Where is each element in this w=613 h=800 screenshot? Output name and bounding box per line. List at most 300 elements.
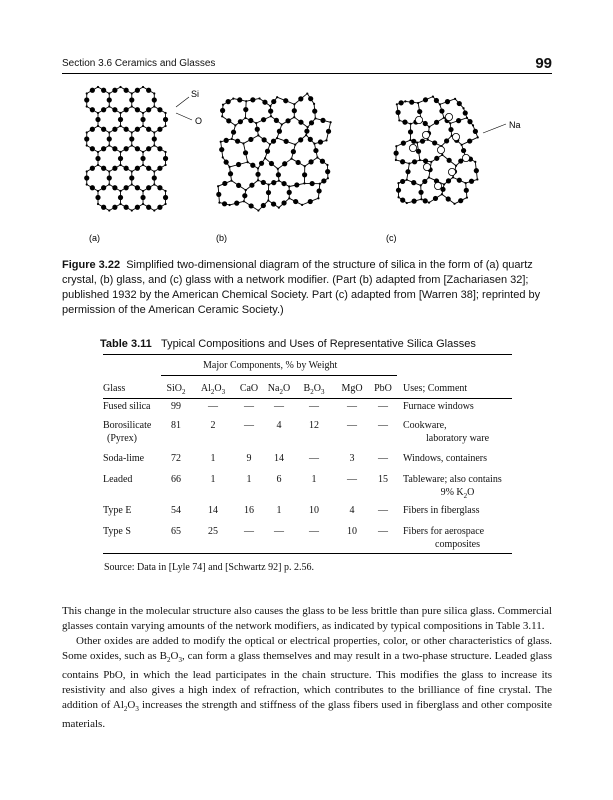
oxygen-atom [255, 127, 260, 132]
sodium-ion [434, 182, 441, 189]
oxygen-atom [310, 181, 315, 186]
oxygen-atom [129, 175, 134, 180]
oxygen-atom [320, 118, 325, 123]
silicon-atom [228, 166, 230, 168]
oxygen-atom [107, 97, 112, 102]
oxygen-atom [219, 147, 224, 152]
oxygen-atom [255, 172, 260, 177]
oxygen-atom [236, 162, 241, 167]
silicon-atom [244, 117, 246, 119]
silicon-atom [153, 170, 155, 172]
oxygen-atom [237, 97, 242, 102]
body-text [62, 604, 552, 732]
silicon-atom [288, 197, 290, 199]
column-header: $Al_2O_3$ [200, 383, 226, 396]
silicon-atom [108, 131, 110, 133]
table-title: Typical Compositions and Uses of Representative Silica Glasses [160, 338, 476, 350]
si-leader-line [176, 97, 189, 107]
silica-structure-figure [0, 80, 613, 255]
oxygen-atom [312, 109, 317, 114]
silicon-atom [164, 125, 166, 127]
silicon-atom [288, 185, 290, 187]
table-cell: 25 [208, 526, 218, 537]
oxygen-atom [140, 156, 145, 161]
oxygen-atom [243, 150, 248, 155]
silicon-atom [293, 103, 295, 105]
oxygen-atom [140, 117, 145, 122]
sodium-ion [415, 116, 422, 123]
oxygen-atom [90, 146, 95, 151]
silicon-atom [119, 125, 121, 127]
column-header: Uses; Comment [403, 383, 468, 394]
silicon-atom [258, 97, 260, 99]
oxygen-atom [423, 198, 428, 203]
label-o: O [195, 116, 203, 126]
oxygen-atom [220, 108, 225, 113]
oxygen-atom [135, 185, 140, 190]
silicon-atom [86, 144, 88, 146]
oxygen-atom [135, 107, 140, 112]
oxygen-atom [259, 161, 264, 166]
silicon-atom [277, 168, 279, 170]
silicon-atom [218, 201, 220, 203]
oxygen-atom [112, 185, 117, 190]
oxygen-atom [457, 178, 462, 183]
o-leader-line [176, 113, 192, 120]
oxygen-atom [238, 119, 243, 124]
oxygen-atom [298, 96, 303, 101]
oxygen-atom [146, 166, 151, 171]
silicon-atom [131, 131, 133, 133]
oxygen-atom [294, 182, 299, 187]
oxygen-atom [458, 198, 463, 203]
silicon-atom [242, 142, 244, 144]
oxygen-atom [282, 161, 287, 166]
oxygen-atom [243, 107, 248, 112]
silicon-atom [313, 143, 315, 145]
silicon-atom [327, 177, 329, 179]
oxygen-atom [152, 175, 157, 180]
silicon-atom [410, 123, 412, 125]
table-cell: — [309, 401, 319, 412]
silicon-atom [264, 157, 266, 159]
oxygen-atom [277, 129, 282, 134]
oxygen-atom [434, 120, 439, 125]
oxygen-atom [101, 205, 106, 210]
silicon-atom [131, 144, 133, 146]
oxygen-atom [146, 205, 151, 210]
table-cell: — [378, 401, 388, 412]
silicon-atom [307, 126, 309, 128]
oxygen-atom [95, 117, 100, 122]
oxygen-atom [467, 138, 472, 143]
silicon-atom [395, 159, 397, 161]
oxygen-atom [448, 127, 453, 132]
oxygen-atom [90, 185, 95, 190]
oxygen-atom [124, 205, 129, 210]
silicon-atom [267, 199, 269, 201]
oxygen-atom [409, 100, 414, 105]
column-header: PbO [374, 383, 392, 394]
oxygen-atom [101, 146, 106, 151]
silicon-atom [301, 204, 303, 206]
oxygen-atom [226, 99, 231, 104]
silicon-atom [419, 159, 421, 161]
column-header: MgO [341, 383, 363, 394]
table-cell: 16 [244, 505, 254, 516]
oxygen-atom [444, 138, 449, 143]
glass-name: Leaded [103, 474, 133, 485]
oxygen-atom [236, 183, 241, 188]
silicon-atom [439, 103, 441, 105]
silicon-atom [317, 197, 319, 199]
silicon-atom [428, 176, 430, 178]
oxygen-atom [423, 97, 428, 102]
figure-caption-text: Simplified two-dimensional diagram of the structure of silica in the form of (a) quartz crystal, (b) glass, and (c) glass with a network modifier. (Part (b) adapted from [Zachariasen 32]; published 1932 by the American Chemical Society. Part (c) adapted from [Warren 38]; reprinted by permission of the American Ceramic Society.) [62, 259, 541, 316]
oxygen-atom [271, 139, 276, 144]
silicon-atom [97, 112, 99, 114]
silicon-atom [164, 190, 166, 192]
oxygen-atom [463, 110, 468, 115]
silicon-atom [119, 190, 121, 192]
oxygen-atom [293, 199, 298, 204]
silicon-atom [86, 183, 88, 185]
table-cell: 4 [276, 420, 282, 431]
table-cell: — [378, 453, 388, 464]
silicon-atom [257, 179, 259, 181]
silicon-atom [304, 165, 306, 167]
oxygen-atom [250, 163, 255, 168]
silicon-atom [86, 170, 88, 172]
oxygen-atom [234, 201, 239, 206]
oxygen-atom [95, 156, 100, 161]
silicon-atom [108, 209, 110, 211]
sodium-ion [409, 144, 416, 151]
oxygen-atom [395, 110, 400, 115]
silicon-atom [222, 156, 224, 158]
silicon-atom [97, 151, 99, 153]
oxygen-atom [129, 136, 134, 141]
silicon-atom [153, 92, 155, 94]
silicon-atom [108, 105, 110, 107]
oxygen-atom [140, 195, 145, 200]
oxygen-atom [124, 107, 129, 112]
silicon-atom [257, 209, 259, 211]
silicon-atom [142, 125, 144, 127]
oxygen-atom [157, 185, 162, 190]
silicon-atom [474, 161, 476, 163]
table-caption [100, 338, 476, 350]
table-cell: 14 [208, 505, 218, 516]
silicon-atom [230, 180, 232, 182]
use-comment: Fibers in fiberglass [403, 505, 480, 516]
silicon-atom [97, 164, 99, 166]
column-header: $Na_2O$ [267, 383, 291, 396]
group-rule [161, 375, 397, 376]
oxygen-atom [101, 127, 106, 132]
silicon-atom [397, 182, 399, 184]
silicon-atom [245, 100, 247, 102]
silicon-atom [142, 151, 144, 153]
oxygen-atom [157, 127, 162, 132]
silicon-atom [452, 176, 454, 178]
panel-label-c: (c) [386, 233, 397, 243]
oxygen-atom [408, 129, 413, 134]
oxygen-atom [281, 181, 286, 186]
label-na: Na [509, 120, 521, 130]
oxygen-atom [261, 203, 266, 208]
oxygen-atom [118, 117, 123, 122]
use-comment: Tableware; also contains [403, 474, 502, 485]
sodium-ion [448, 168, 455, 175]
figure-caption [62, 258, 552, 318]
oxygen-atom [135, 88, 140, 93]
oxygen-atom [262, 137, 267, 142]
oxygen-atom [124, 185, 129, 190]
oxygen-atom [298, 137, 303, 142]
table-cell: 1 [210, 453, 216, 464]
table-cell: 1 [210, 474, 216, 485]
oxygen-atom [84, 136, 89, 141]
silicon-atom [257, 167, 259, 169]
silicon-atom [276, 96, 278, 98]
oxygen-atom [396, 188, 401, 193]
table-cell: — [244, 420, 254, 431]
oxygen-atom [411, 199, 416, 204]
table-cell: 1 [276, 505, 282, 516]
oxygen-atom [473, 129, 478, 134]
silicon-atom [441, 154, 443, 156]
oxygen-atom [101, 88, 106, 93]
oxygen-atom [124, 146, 129, 151]
sodium-ion [423, 163, 430, 170]
oxygen-atom [284, 139, 289, 144]
silicon-atom [281, 123, 283, 125]
oxygen-atom [434, 98, 439, 103]
oxygen-atom [412, 159, 417, 164]
silicon-atom [164, 151, 166, 153]
oxygen-atom [461, 148, 466, 153]
silicon-atom [293, 116, 295, 118]
oxygen-atom [124, 127, 129, 132]
silicon-atom [416, 141, 418, 143]
oxygen-atom [292, 108, 297, 113]
group-header: Major Components, % by Weight [203, 360, 338, 371]
glass-network [216, 92, 332, 211]
table-cell: 99 [171, 401, 181, 412]
table-cell: — [347, 420, 357, 431]
oxygen-atom [265, 149, 270, 154]
silicon-atom [153, 183, 155, 185]
oxygen-atom [464, 188, 469, 193]
oxygen-atom [224, 138, 229, 143]
modified-glass-network [394, 96, 479, 205]
oxygen-atom [216, 192, 221, 197]
table-cell: 3 [349, 453, 355, 464]
oxygen-atom [326, 129, 331, 134]
silicon-atom [398, 119, 400, 121]
silicon-atom [86, 92, 88, 94]
table-cell: — [274, 526, 284, 537]
silicon-atom [404, 100, 406, 102]
oxygen-atom [266, 190, 271, 195]
oxygen-atom [107, 136, 112, 141]
column-header: $B_2O_3$ [303, 383, 325, 396]
oxygen-atom [146, 107, 151, 112]
silicon-atom [430, 161, 432, 163]
table-cell: 54 [171, 505, 181, 516]
oxygen-atom [320, 159, 325, 164]
silicon-atom [294, 143, 296, 145]
silicon-atom [319, 183, 321, 185]
silicon-atom [232, 97, 234, 99]
table-bottom-rule [103, 553, 512, 554]
quartz-crystal-lattice [84, 86, 168, 212]
silicon-atom [97, 125, 99, 127]
table-cell: 9 [246, 453, 252, 464]
oxygen-atom [124, 166, 129, 171]
oxygen-atom [163, 195, 168, 200]
silicon-atom [443, 183, 445, 185]
oxygen-atom [135, 146, 140, 151]
silicon-atom [417, 102, 419, 104]
oxygen-atom [90, 88, 95, 93]
silicon-atom [153, 105, 155, 107]
oxygen-atom [163, 156, 168, 161]
silicon-atom [306, 92, 308, 94]
oxygen-atom [242, 193, 247, 198]
silicon-atom [466, 117, 468, 119]
oxygen-atom [287, 190, 292, 195]
table-cell: 65 [171, 526, 181, 537]
silicon-atom [276, 137, 278, 139]
oxygen-atom [271, 99, 276, 104]
oxygen-atom [224, 160, 229, 165]
silicon-atom [466, 196, 468, 198]
oxygen-atom [112, 88, 117, 93]
silicon-atom [305, 134, 307, 136]
silicon-atom [408, 162, 410, 164]
sodium-ion [462, 154, 469, 161]
header-rule-line [103, 398, 512, 399]
silicon-atom [278, 180, 280, 182]
oxygen-atom [152, 136, 157, 141]
oxygen-atom [446, 178, 451, 183]
table-top-rule [103, 354, 512, 355]
oxygen-atom [101, 107, 106, 112]
silicon-atom [432, 96, 434, 98]
silicon-atom [142, 86, 144, 88]
silicon-atom [86, 105, 88, 107]
silicon-atom [461, 144, 463, 146]
table-number: Table 3.11 [100, 338, 152, 350]
silicon-atom [406, 202, 408, 204]
oxygen-atom [411, 180, 416, 185]
oxygen-atom [401, 141, 406, 146]
silicon-atom [255, 122, 257, 124]
silicon-atom [231, 138, 233, 140]
table-cell: — [378, 505, 388, 516]
silicon-atom [220, 141, 222, 143]
silicon-atom [476, 178, 478, 180]
table-cell: — [244, 401, 254, 412]
silicon-atom [465, 182, 467, 184]
oxygen-atom [296, 160, 301, 165]
figure-number: Figure 3.22 [62, 259, 121, 271]
oxygen-atom [291, 149, 296, 154]
silicon-atom [243, 200, 245, 202]
sodium-ion [422, 131, 429, 138]
oxygen-atom [276, 172, 281, 177]
silicon-atom [119, 86, 121, 88]
oxygen-atom [325, 169, 330, 174]
oxygen-atom [222, 181, 227, 186]
silicon-atom [455, 165, 457, 167]
oxygen-atom [271, 201, 276, 206]
silicon-atom [131, 105, 133, 107]
silicon-atom [228, 204, 230, 206]
oxygen-atom [249, 203, 254, 208]
silicon-atom [396, 103, 398, 105]
oxygen-atom [308, 159, 313, 164]
silicon-atom [97, 203, 99, 205]
silicon-atom [108, 92, 110, 94]
oxygen-atom [235, 139, 240, 144]
table-cell: 12 [309, 420, 319, 431]
silicon-atom [472, 124, 474, 126]
oxygen-atom [222, 201, 227, 206]
oxygen-atom [248, 137, 253, 142]
oxygen-atom [400, 179, 405, 184]
oxygen-atom [124, 88, 129, 93]
oxygen-atom [418, 190, 423, 195]
oxygen-atom [308, 199, 313, 204]
oxygen-atom [90, 107, 95, 112]
use-comment: Cookware, [403, 420, 447, 431]
glass-name: Borosilicate [103, 420, 152, 431]
table-cell: 2 [210, 420, 216, 431]
silicon-atom [441, 193, 443, 195]
silicon-atom [119, 164, 121, 166]
oxygen-atom [101, 185, 106, 190]
oxygen-atom [90, 166, 95, 171]
oxygen-atom [298, 120, 303, 125]
oxygen-atom [434, 156, 439, 161]
silicon-atom [454, 98, 456, 100]
glass-name: Fused silica [103, 401, 151, 412]
silicon-atom [395, 145, 397, 147]
oxygen-atom [112, 146, 117, 151]
silicon-atom [313, 103, 315, 105]
oxygen-atom [135, 166, 140, 171]
oxygen-atom [274, 118, 279, 123]
oxygen-atom [231, 130, 236, 135]
oxygen-atom [271, 180, 276, 185]
oxygen-atom [250, 97, 255, 102]
glass-name: (Pyrex) [107, 433, 137, 444]
oxygen-atom [400, 159, 405, 164]
silicon-atom [97, 86, 99, 88]
silicon-atom [247, 161, 249, 163]
table-cell: 4 [349, 505, 355, 516]
silicon-atom [330, 121, 332, 123]
table-cell: — [378, 526, 388, 537]
silicon-atom [269, 143, 271, 145]
oxygen-atom [467, 119, 472, 124]
oxygen-atom [394, 151, 399, 156]
silicon-atom [131, 183, 133, 185]
table-cell: — [309, 526, 319, 537]
